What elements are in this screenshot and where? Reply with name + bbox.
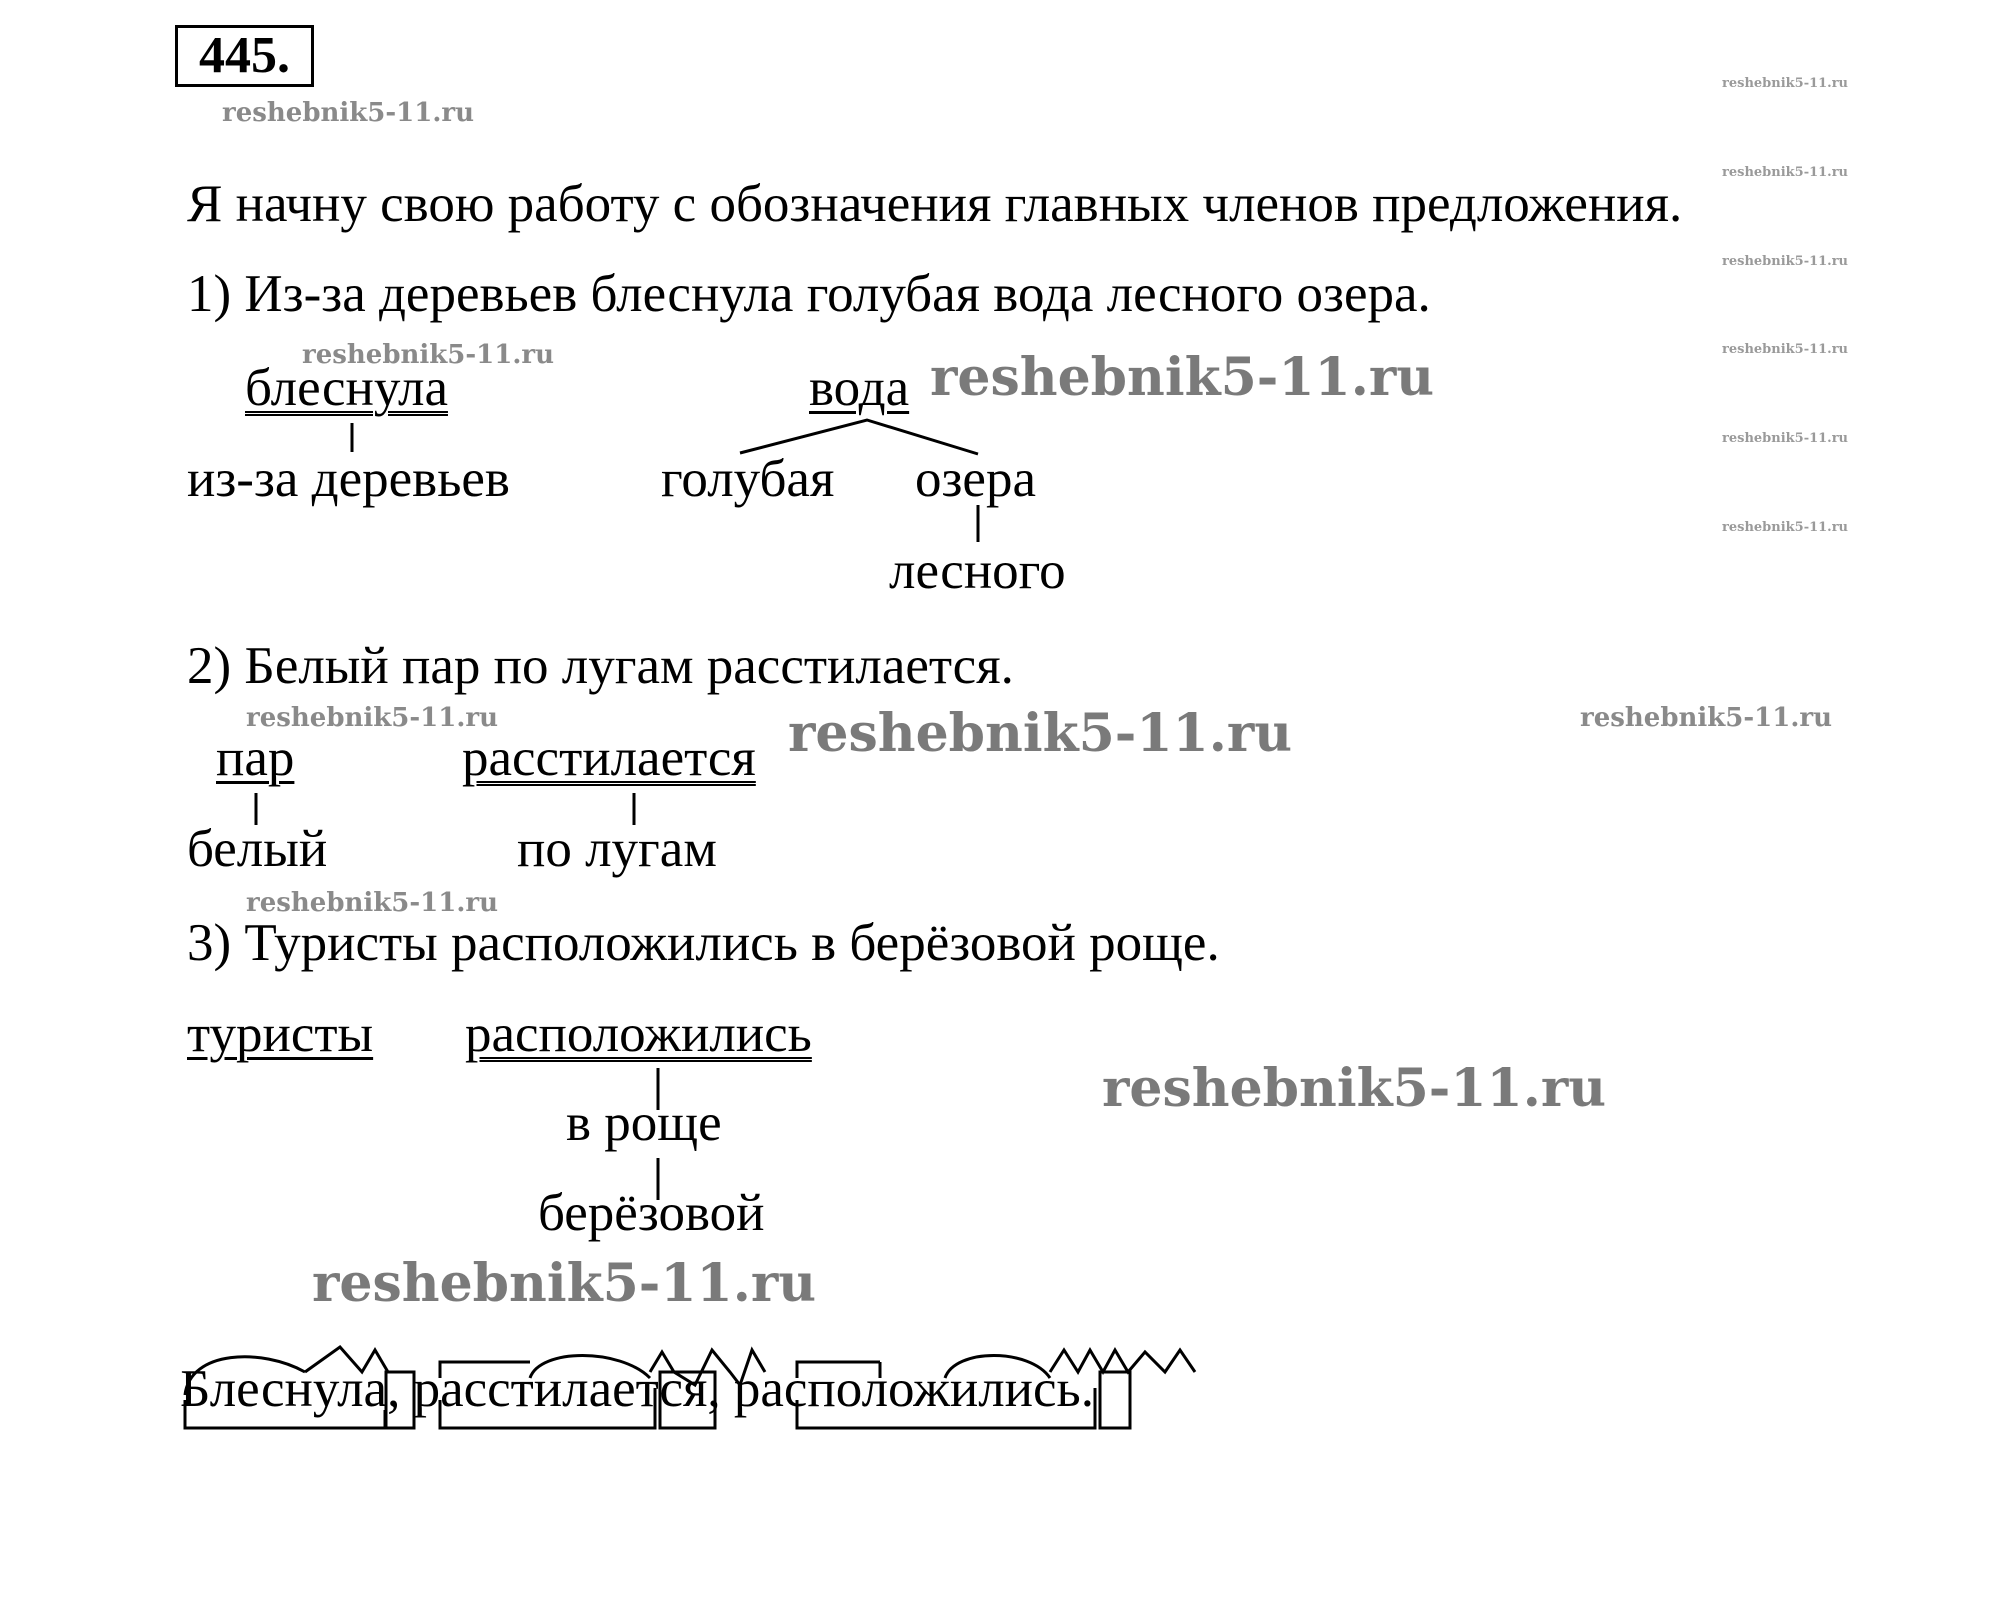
watermark: reshebnik5-11.ru	[930, 347, 1435, 408]
watermark: reshebnik5-11.ru	[788, 703, 1293, 764]
s3-adverbial: в роще	[566, 1094, 722, 1152]
watermark: reshebnik5-11.ru	[246, 703, 499, 733]
s1-subject: вода	[809, 359, 910, 417]
morpheme-marks	[185, 1347, 1195, 1428]
s1-predicate: блеснула	[245, 359, 448, 417]
s3-predicate: расположились	[465, 1005, 812, 1063]
s2-subject: пар	[216, 729, 295, 787]
morph-word-3: расположились	[733, 1360, 1081, 1418]
watermark: reshebnik5-11.ru	[1722, 431, 1849, 446]
sentence-1: 1) Из-за деревьев блеснула голубая вода лесного озера.	[187, 265, 1431, 323]
morph-word-2: расстилается	[413, 1360, 708, 1418]
sentence-3: 3) Туристы расположились в берёзовой роще.	[187, 914, 1220, 972]
s1-attr-lesnogo: лесного	[889, 542, 1066, 600]
s2-attr: белый	[187, 820, 328, 878]
s2-predicate: расстилается	[462, 729, 756, 787]
morph-end: .	[1080, 1360, 1094, 1418]
intro-text: Я начну свою работу с обозначения главных членов предложения.	[187, 175, 1683, 233]
watermark: reshebnik5-11.ru	[1580, 703, 1833, 733]
watermark: reshebnik5-11.ru	[1102, 1058, 1607, 1119]
watermark: reshebnik5-11.ru	[222, 98, 475, 128]
watermark: reshebnik5-11.ru	[246, 888, 499, 918]
exercise-number: 445.	[175, 25, 314, 87]
sentence-2: 2) Белый пар по лугам расстилается.	[187, 637, 1014, 695]
morph-comma-1: ,	[387, 1360, 401, 1418]
watermark: reshebnik5-11.ru	[1722, 342, 1849, 357]
watermark: reshebnik5-11.ru	[1722, 254, 1849, 269]
watermark: reshebnik5-11.ru	[1722, 520, 1849, 535]
s3-attr: берёзовой	[538, 1184, 765, 1242]
s1-attr-ozera: озера	[915, 450, 1036, 508]
watermark: reshebnik5-11.ru	[302, 340, 555, 370]
s1-attr-golubaya: голубая	[661, 450, 835, 508]
morph-word-1: Блеснула	[180, 1360, 388, 1418]
s3-subject: туристы	[187, 1005, 374, 1063]
watermark: reshebnik5-11.ru	[1722, 165, 1849, 180]
watermark: reshebnik5-11.ru	[1722, 76, 1849, 91]
s2-adverbial: по лугам	[517, 820, 717, 878]
watermark: reshebnik5-11.ru	[312, 1253, 817, 1314]
s1-adverbial: из-за деревьев	[187, 450, 510, 508]
morph-comma-2: ,	[707, 1360, 721, 1418]
